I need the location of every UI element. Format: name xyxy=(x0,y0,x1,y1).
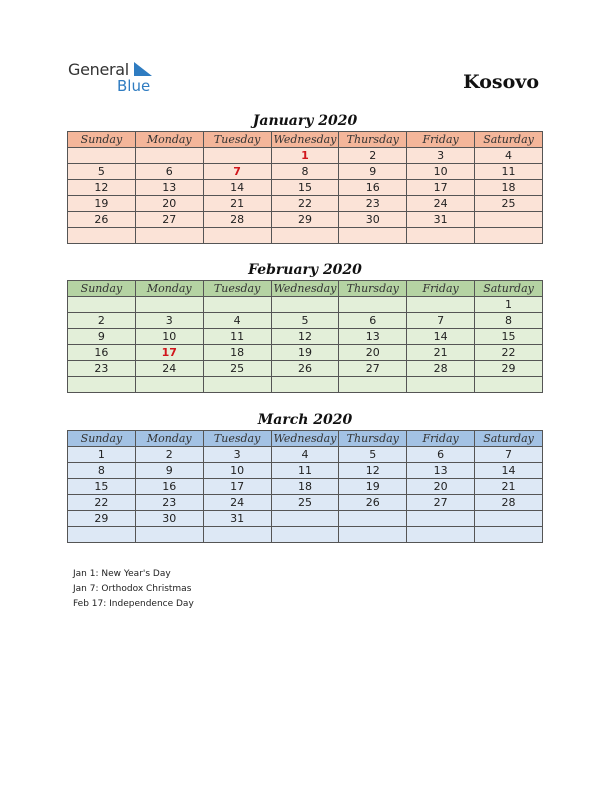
day-cell xyxy=(271,297,339,313)
day-cell: 15 xyxy=(475,329,543,345)
day-cell: 9 xyxy=(339,164,407,180)
day-cell xyxy=(475,527,543,543)
day-cell: 10 xyxy=(407,164,475,180)
day-cell: 25 xyxy=(271,495,339,511)
weekday-header-row xyxy=(68,281,543,297)
day-cell xyxy=(203,228,271,244)
day-cell: 13 xyxy=(339,329,407,345)
day-cell: 21 xyxy=(475,479,543,495)
weekday-header: Thursday xyxy=(339,431,407,447)
country-name: Kosovo xyxy=(463,71,539,93)
day-cell: 4 xyxy=(271,447,339,463)
day-cell: 26 xyxy=(68,212,136,228)
month-title: March 2020 xyxy=(257,412,353,428)
day-cell xyxy=(135,148,203,164)
day-cell: 7 xyxy=(475,447,543,463)
day-cell: 25 xyxy=(475,196,543,212)
weekday-header: Friday xyxy=(407,431,475,447)
day-cell: 22 xyxy=(475,345,543,361)
day-cell: 6 xyxy=(407,447,475,463)
week-row xyxy=(68,377,543,393)
day-cell xyxy=(68,148,136,164)
day-cell: 21 xyxy=(203,196,271,212)
week-row xyxy=(68,345,543,361)
holiday-note: Jan 7: Orthodox Christmas xyxy=(73,584,192,594)
holiday-note: Feb 17: Independence Day xyxy=(73,599,194,609)
day-cell: 24 xyxy=(135,361,203,377)
day-cell: 19 xyxy=(68,196,136,212)
weekday-header: Tuesday xyxy=(203,132,271,148)
day-cell xyxy=(271,527,339,543)
day-cell: 27 xyxy=(135,212,203,228)
day-cell: 9 xyxy=(135,463,203,479)
weekday-header: Thursday xyxy=(339,132,407,148)
day-cell: 16 xyxy=(339,180,407,196)
day-cell: 14 xyxy=(475,463,543,479)
logo-triangle-icon xyxy=(134,62,152,76)
day-cell xyxy=(339,377,407,393)
day-cell: 17 xyxy=(407,180,475,196)
day-cell: 3 xyxy=(203,447,271,463)
month-january xyxy=(67,111,543,244)
day-cell: 8 xyxy=(68,463,136,479)
day-cell: 5 xyxy=(68,164,136,180)
day-cell: 31 xyxy=(407,212,475,228)
day-cell: 14 xyxy=(407,329,475,345)
week-row xyxy=(68,463,543,479)
day-cell xyxy=(339,527,407,543)
weekday-header: Sunday xyxy=(68,431,136,447)
weekday-header: Wednesday xyxy=(271,431,339,447)
week-row xyxy=(68,164,543,180)
week-row xyxy=(68,313,543,329)
day-cell: 21 xyxy=(407,345,475,361)
day-cell: 20 xyxy=(339,345,407,361)
logo-blue-text: Blue xyxy=(117,77,151,95)
day-cell: 27 xyxy=(339,361,407,377)
calendar-table xyxy=(67,430,543,543)
day-cell: 22 xyxy=(68,495,136,511)
day-cell xyxy=(271,511,339,527)
weekday-header: Monday xyxy=(135,431,203,447)
day-cell: 12 xyxy=(339,463,407,479)
day-cell: 5 xyxy=(339,447,407,463)
day-cell: 24 xyxy=(407,196,475,212)
day-cell: 8 xyxy=(475,313,543,329)
week-row xyxy=(68,479,543,495)
day-cell: 1 xyxy=(475,297,543,313)
day-cell: 23 xyxy=(339,196,407,212)
day-cell xyxy=(339,297,407,313)
day-cell: 3 xyxy=(135,313,203,329)
day-cell: 16 xyxy=(68,345,136,361)
day-cell: 6 xyxy=(135,164,203,180)
weekday-header-row xyxy=(68,132,543,148)
week-row xyxy=(68,148,543,164)
day-cell: 29 xyxy=(475,361,543,377)
day-cell: 14 xyxy=(203,180,271,196)
day-cell: 7 xyxy=(407,313,475,329)
week-row xyxy=(68,196,543,212)
day-cell: 17 xyxy=(203,479,271,495)
week-row xyxy=(68,297,543,313)
calendar-table xyxy=(67,131,543,244)
month-march xyxy=(67,410,543,543)
weekday-header: Friday xyxy=(407,281,475,297)
week-row xyxy=(68,361,543,377)
day-cell xyxy=(271,228,339,244)
day-cell: 6 xyxy=(339,313,407,329)
day-cell: 10 xyxy=(135,329,203,345)
day-cell: 13 xyxy=(135,180,203,196)
day-cell: 8 xyxy=(271,164,339,180)
weekday-header: Sunday xyxy=(68,281,136,297)
day-cell: 5 xyxy=(271,313,339,329)
weekday-header: Sunday xyxy=(68,132,136,148)
weekday-header: Saturday xyxy=(475,281,543,297)
day-cell: 23 xyxy=(68,361,136,377)
day-cell: 10 xyxy=(203,463,271,479)
week-row xyxy=(68,228,543,244)
weekday-header-row xyxy=(68,431,543,447)
day-cell: 15 xyxy=(271,180,339,196)
generalblue-logo xyxy=(68,60,168,96)
holiday-notes xyxy=(73,567,194,612)
day-cell xyxy=(407,228,475,244)
day-cell: 2 xyxy=(135,447,203,463)
day-cell: 11 xyxy=(475,164,543,180)
day-cell: 28 xyxy=(203,212,271,228)
day-cell: 27 xyxy=(407,495,475,511)
day-cell: 25 xyxy=(203,361,271,377)
day-cell: 30 xyxy=(339,212,407,228)
day-cell xyxy=(203,377,271,393)
month-title: January 2020 xyxy=(252,113,358,129)
day-cell: 26 xyxy=(339,495,407,511)
day-cell: 17 xyxy=(135,345,203,361)
weekday-header: Monday xyxy=(135,132,203,148)
day-cell: 26 xyxy=(271,361,339,377)
week-row xyxy=(68,329,543,345)
month-title: February 2020 xyxy=(248,262,362,278)
day-cell xyxy=(68,297,136,313)
day-cell xyxy=(475,377,543,393)
day-cell xyxy=(203,148,271,164)
day-cell: 13 xyxy=(407,463,475,479)
day-cell xyxy=(135,297,203,313)
weekday-header: Saturday xyxy=(475,132,543,148)
day-cell: 9 xyxy=(68,329,136,345)
weekday-header: Tuesday xyxy=(203,281,271,297)
day-cell: 1 xyxy=(68,447,136,463)
day-cell xyxy=(407,377,475,393)
day-cell: 28 xyxy=(407,361,475,377)
weekday-header: Tuesday xyxy=(203,431,271,447)
day-cell: 29 xyxy=(68,511,136,527)
day-cell xyxy=(135,527,203,543)
day-cell: 1 xyxy=(271,148,339,164)
day-cell: 11 xyxy=(203,329,271,345)
day-cell: 12 xyxy=(68,180,136,196)
day-cell: 4 xyxy=(475,148,543,164)
day-cell xyxy=(475,212,543,228)
day-cell: 28 xyxy=(475,495,543,511)
day-cell xyxy=(68,228,136,244)
week-row xyxy=(68,527,543,543)
weekday-header: Saturday xyxy=(475,431,543,447)
day-cell: 30 xyxy=(135,511,203,527)
day-cell: 20 xyxy=(135,196,203,212)
day-cell xyxy=(407,297,475,313)
day-cell: 24 xyxy=(203,495,271,511)
day-cell: 18 xyxy=(203,345,271,361)
day-cell xyxy=(135,228,203,244)
weekday-header: Thursday xyxy=(339,281,407,297)
day-cell: 2 xyxy=(339,148,407,164)
day-cell xyxy=(339,228,407,244)
day-cell: 18 xyxy=(475,180,543,196)
day-cell: 19 xyxy=(339,479,407,495)
day-cell: 19 xyxy=(271,345,339,361)
day-cell xyxy=(475,511,543,527)
weekday-header: Friday xyxy=(407,132,475,148)
day-cell: 23 xyxy=(135,495,203,511)
day-cell: 16 xyxy=(135,479,203,495)
day-cell: 3 xyxy=(407,148,475,164)
weekday-header: Wednesday xyxy=(271,281,339,297)
day-cell: 31 xyxy=(203,511,271,527)
week-row xyxy=(68,212,543,228)
day-cell xyxy=(68,377,136,393)
week-row xyxy=(68,495,543,511)
day-cell xyxy=(407,527,475,543)
day-cell: 12 xyxy=(271,329,339,345)
calendar-table xyxy=(67,280,543,393)
day-cell xyxy=(339,511,407,527)
week-row xyxy=(68,447,543,463)
day-cell xyxy=(135,377,203,393)
weekday-header: Wednesday xyxy=(271,132,339,148)
day-cell: 4 xyxy=(203,313,271,329)
month-february xyxy=(67,260,543,393)
day-cell xyxy=(203,297,271,313)
day-cell xyxy=(475,228,543,244)
week-row xyxy=(68,180,543,196)
day-cell: 15 xyxy=(68,479,136,495)
day-cell xyxy=(271,377,339,393)
day-cell xyxy=(203,527,271,543)
day-cell: 22 xyxy=(271,196,339,212)
weekday-header: Monday xyxy=(135,281,203,297)
logo-general-text: General xyxy=(68,60,129,79)
day-cell: 29 xyxy=(271,212,339,228)
day-cell xyxy=(68,527,136,543)
week-row xyxy=(68,511,543,527)
day-cell: 11 xyxy=(271,463,339,479)
day-cell: 18 xyxy=(271,479,339,495)
day-cell: 7 xyxy=(203,164,271,180)
day-cell: 2 xyxy=(68,313,136,329)
day-cell xyxy=(407,511,475,527)
holiday-note: Jan 1: New Year's Day xyxy=(73,569,171,579)
day-cell: 20 xyxy=(407,479,475,495)
